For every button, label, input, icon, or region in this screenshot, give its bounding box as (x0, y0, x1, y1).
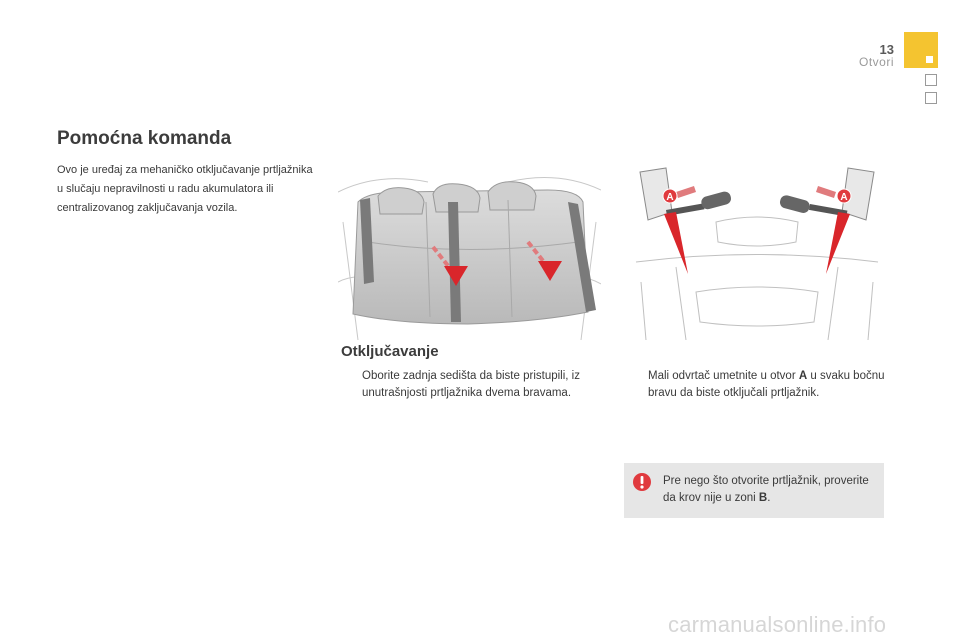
callout-a-left: A (666, 192, 674, 203)
section-title: Pomoćna komanda (57, 128, 232, 149)
trunk-locks-illustration (626, 162, 888, 340)
chapter-tab (925, 74, 937, 86)
step-text: Mali odvrtač umetnite u otvor A u svaku bočnu bravu da biste otključali prtljažnik. (648, 370, 885, 399)
chapter-title: Otvori (858, 55, 894, 69)
chapter-tab (925, 92, 937, 104)
unlocking-heading: Otključavanje (341, 343, 439, 360)
tab-marker-icon (926, 56, 933, 63)
callout-a-right: A (840, 192, 848, 203)
page-number: 13 (879, 42, 894, 57)
rear-seats-illustration (338, 162, 601, 340)
chapter-tab-active (904, 32, 938, 68)
step-text: Oborite zadnja sedišta da biste pristupili, iz unutrašnjosti prtljažnika dvema bravama. (362, 370, 580, 399)
watermark: carmanualsonline.info (668, 612, 887, 637)
step-item (341, 368, 603, 408)
intro-paragraph: Ovo je uređaj za mehaničko otključavanje prtljažnika u slučaju nepravilnosti u radu akumulatora ili centralizovanog zaključavanja vozila. (57, 164, 313, 214)
step-item (627, 368, 889, 408)
warning-text: Pre nego što otvorite prtljažnik, proverite da krov nije u zoni B. (663, 475, 869, 504)
exclamation-icon (632, 472, 652, 492)
